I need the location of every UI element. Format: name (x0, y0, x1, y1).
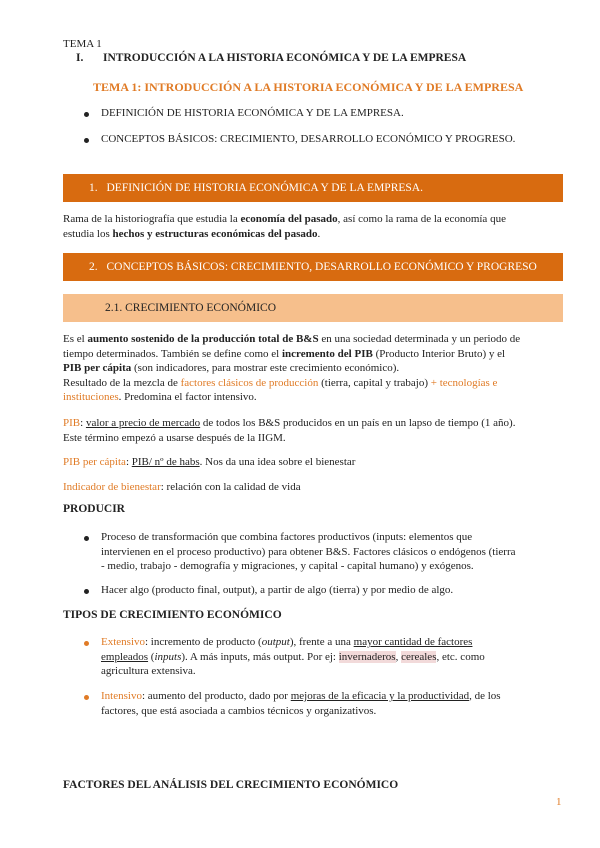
pib-per-capita-label: PIB per cápita (63, 456, 126, 468)
bullet-icon (84, 138, 89, 143)
roman-numeral: I. (76, 52, 84, 64)
section-1-header (63, 174, 563, 202)
bullet-icon (84, 641, 89, 646)
outline-item-2: CONCEPTOS BÁSICOS: CRECIMIENTO, DESARROLLO ECONÓMICO Y PROGRESO. (101, 133, 516, 145)
main-title: INTRODUCCIÓN A LA HISTORIA ECONÓMICA Y DE LA EMPRESA (103, 52, 467, 64)
bullet-icon (84, 112, 89, 117)
section-1-title: DEFINICIÓN DE HISTORIA ECONÓMICA Y DE LA EMPRESA. (106, 182, 423, 194)
intensivo-label: Intensivo (101, 690, 142, 702)
bullet-icon (84, 695, 89, 700)
intensivo-item: Intensivo: aumento del producto, dado por mejoras de la eficacia y la productividad, de los factores, que está asociada a cambios técnicos y organizativos. (101, 690, 501, 717)
section-2-1-header: 2.1. CRECIMIENTO ECONÓMICO (63, 294, 563, 322)
section-2-header (63, 253, 563, 281)
pib-label: PIB (63, 417, 81, 429)
section-1-paragraph: Rama de la historiografía que estudia la economía del pasado, así como la rama de la economía que estudia los hechos y estructuras económicas del pasado. (63, 213, 506, 240)
section-2-number: 2. (89, 261, 98, 273)
bullet-icon (84, 589, 89, 594)
extensivo-label: Extensivo (101, 636, 145, 648)
section-1-number: 1. (89, 182, 98, 194)
bullet-icon (84, 536, 89, 541)
subtitle: TEMA 1: INTRODUCCIÓN A LA HISTORIA ECONÓMICA Y DE LA EMPRESA (93, 80, 524, 94)
bold-term: economía del pasado (240, 213, 338, 225)
indicador-label: Indicador de bienestar (63, 481, 161, 493)
page-number: 1 (556, 796, 562, 808)
tipos-heading: TIPOS DE CRECIMIENTO ECONÓMICO (63, 609, 282, 621)
crecimiento-paragraph: Es el aumento sostenido de la producción total de B&S en una sociedad determinada y un periodo de tiempo determinados. También se define como el incremento del PIB (Producto Interior Bruto) y el PIB per cápita (son indicadores, para mostrar este crecimiento económico). Resultado de la mezcla de factores clásicos de producción (tierra, capital y trabajo) + tecnologías e instituciones. Predomina el factor intensivo. (63, 333, 521, 403)
section-2-title: CONCEPTOS BÁSICOS: CRECIMIENTO, DESARROLLO ECONÓMICO Y PROGRESO (106, 261, 537, 273)
tema-label: TEMA 1 (63, 38, 102, 50)
outline-item-1: DEFINICIÓN DE HISTORIA ECONÓMICA Y DE LA EMPRESA. (101, 107, 404, 119)
bold-term: hechos y estructuras económicas del pasado (112, 227, 318, 240)
pib-per-capita-definition: PIB per cápita: PIB/ nº de habs. Nos da una idea sobre el bienestar (63, 456, 356, 468)
extensivo-item: Extensivo: incremento de producto (output), frente a una mayor cantidad de factores empleados (inputs). A más inputs, más output. Por ej: invernaderos, cereales, etc. como agricultura extensiva. (101, 636, 485, 677)
indicador-definition: Indicador de bienestar: relación con la calidad de vida (63, 481, 301, 493)
producir-heading: PRODUCIR (63, 503, 125, 515)
producir-bullet-2: Hacer algo (producto final, output), a partir de algo (tierra) y por medio de algo. (101, 584, 454, 596)
factores-heading: FACTORES DEL ANÁLISIS DEL CRECIMIENTO ECONÓMICO (63, 779, 399, 791)
producir-bullet-1: Proceso de transformación que combina factores productivos (inputs: elementos que intervienen en el proceso productivo) para obtener B&S. Factores clásicos o endógenos (tierra - medio, trabajo - demografía y migraciones, y capital - capital humano) y exógenos. (101, 531, 516, 572)
pib-definition: PIB: valor a precio de mercado de todos los B&S producidos en un país en un lapso de tiempo (1 año). Este término empezó a usarse después de la IIGM. (63, 417, 516, 444)
